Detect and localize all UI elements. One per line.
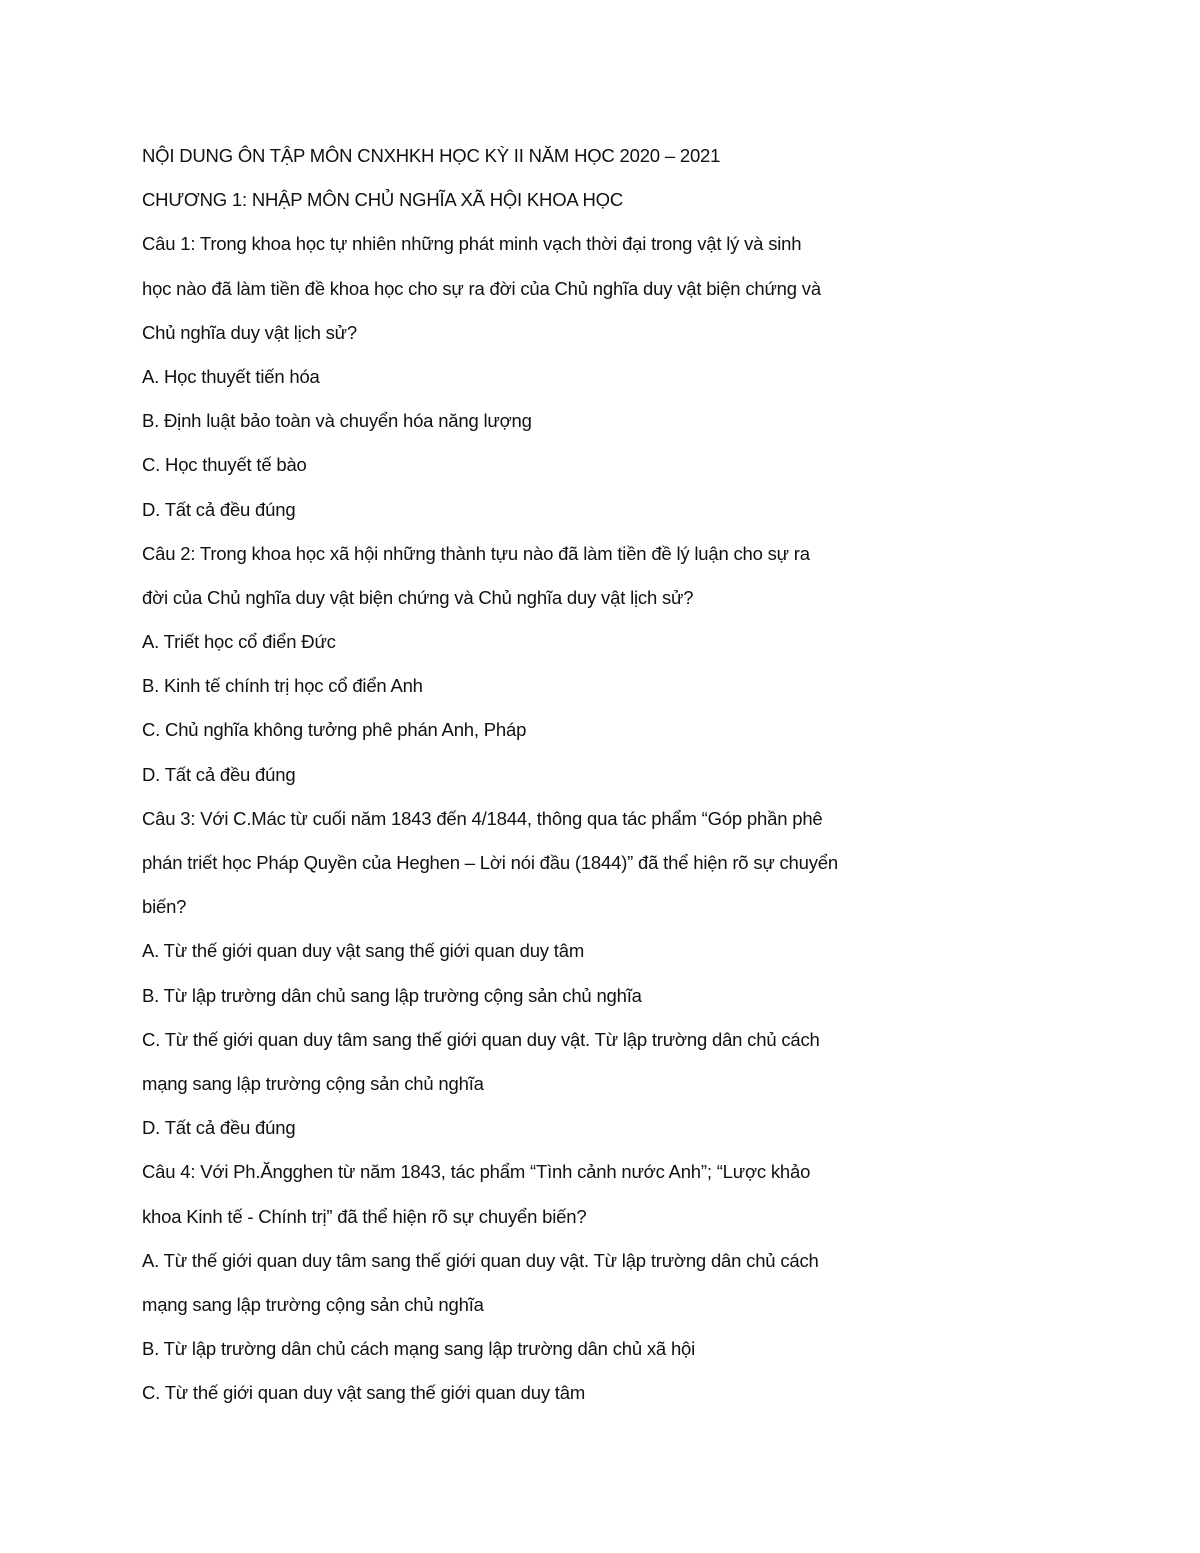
- question-2-line-1: Câu 2: Trong khoa học xã hội những thành tựu nào đã làm tiền đề lý luận cho sự ra: [142, 542, 810, 564]
- question-1-line-3: Chủ nghĩa duy vật lịch sử?: [142, 321, 357, 343]
- question-2-option-d: D. Tất cả đều đúng: [142, 763, 296, 785]
- question-1-option-b: B. Định luật bảo toàn và chuyển hóa năng lượng: [142, 410, 532, 432]
- question-3-option-d: D. Tất cả đều đúng: [142, 1117, 296, 1139]
- question-3-line-1: Câu 3: Với C.Mác từ cuối năm 1843 đến 4/1844, thông qua tác phẩm “Góp phần phê: [142, 807, 823, 829]
- question-3-option-a: A. Từ thế giới quan duy vật sang thế giới quan duy tâm: [142, 940, 585, 962]
- question-2-option-a: A. Triết học cổ điển Đức: [142, 631, 336, 653]
- document-body: [142, 140, 942, 1421]
- question-1-option-d: D. Tất cả đều đúng: [142, 498, 296, 520]
- question-4-option-a-line-1: A. Từ thế giới quan duy tâm sang thế giới quan duy vật. Từ lập trường dân chủ cách: [142, 1249, 819, 1271]
- question-2-line-2: đời của Chủ nghĩa duy vật biện chứng và Chủ nghĩa duy vật lịch sử?: [142, 586, 694, 608]
- question-4-line-2: khoa Kinh tế - Chính trị” đã thể hiện rõ sự chuyển biến?: [142, 1205, 587, 1227]
- question-1-option-c: C. Học thuyết tế bào: [142, 454, 307, 476]
- question-1-option-a: A. Học thuyết tiến hóa: [142, 365, 320, 387]
- question-2-option-b: B. Kinh tế chính trị học cổ điển Anh: [142, 675, 423, 697]
- question-3-line-2: phán triết học Pháp Quyền của Heghen – Lời nói đầu (1844)” đã thể hiện rõ sự chuyển: [142, 852, 838, 873]
- question-3-line-3: biến?: [142, 896, 187, 918]
- chapter-heading: CHƯƠNG 1: NHẬP MÔN CHỦ NGHĨA XÃ HỘI KHOA HỌC: [142, 189, 623, 211]
- question-3-option-c-line-1: C. Từ thế giới quan duy tâm sang thế giới quan duy vật. Từ lập trường dân chủ cách: [142, 1028, 820, 1050]
- document-title: NỘI DUNG ÔN TẬP MÔN CNXHKH HỌC KỲ II NĂM HỌC 2020 – 2021: [142, 145, 721, 166]
- question-2-option-c: C. Chủ nghĩa không tưởng phê phán Anh, Pháp: [142, 719, 527, 741]
- question-4-option-a-line-2: mạng sang lập trường cộng sản chủ nghĩa: [142, 1293, 484, 1315]
- question-3-option-c-line-2: mạng sang lập trường cộng sản chủ nghĩa: [142, 1072, 484, 1094]
- question-4-option-b: B. Từ lập trường dân chủ cách mạng sang lập trường dân chủ xã hội: [142, 1338, 696, 1360]
- question-1-line-2: học nào đã làm tiền đề khoa học cho sự ra đời của Chủ nghĩa duy vật biện chứng và: [142, 277, 821, 299]
- question-1-line-1: Câu 1: Trong khoa học tự nhiên những phát minh vạch thời đại trong vật lý và sinh: [142, 233, 802, 255]
- question-3-option-b: B. Từ lập trường dân chủ sang lập trường cộng sản chủ nghĩa: [142, 984, 642, 1006]
- question-4-line-1: Câu 4: Với Ph.Ăngghen từ năm 1843, tác phẩm “Tình cảnh nước Anh”; “Lược khảo: [142, 1161, 811, 1183]
- question-4-option-c: C. Từ thế giới quan duy vật sang thế giới quan duy tâm: [142, 1382, 586, 1404]
